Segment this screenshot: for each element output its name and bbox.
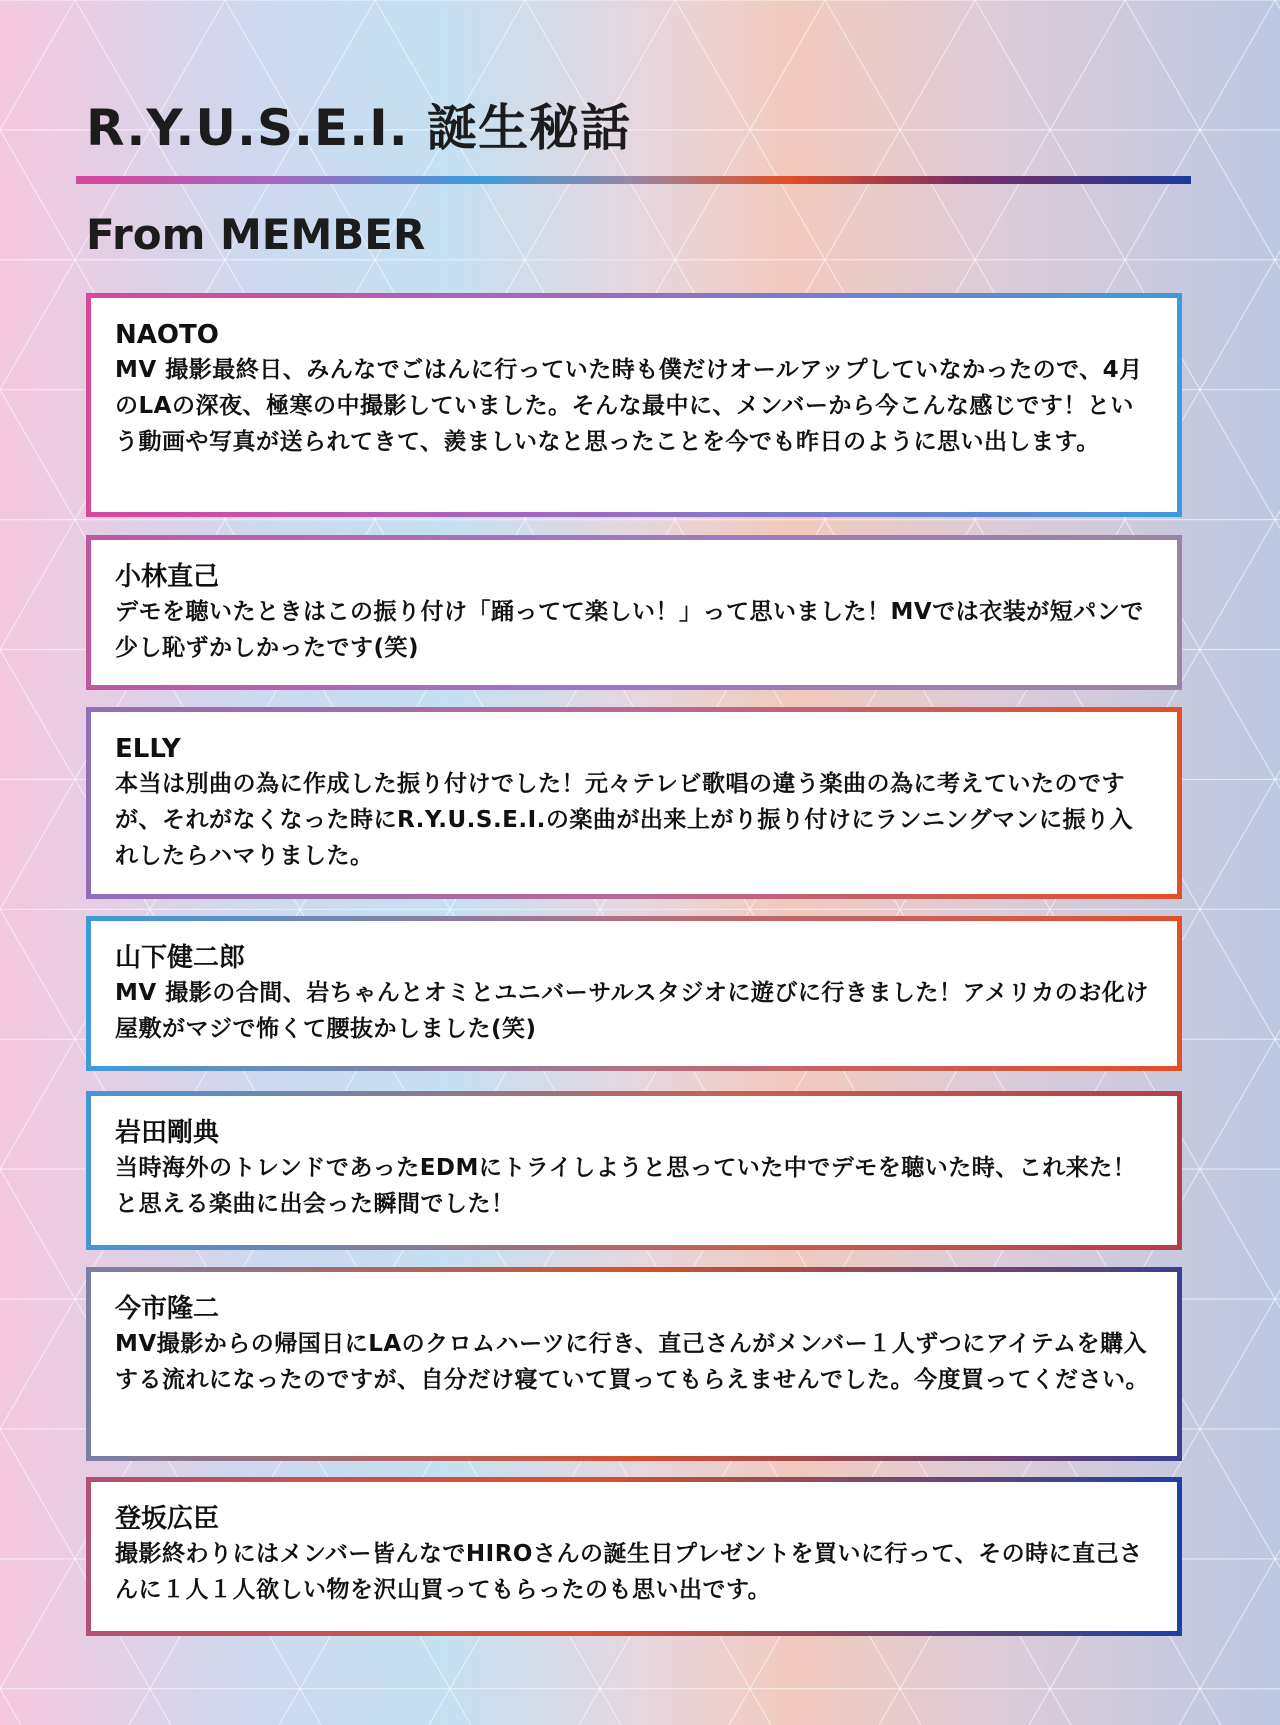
page-title: R.Y.U.S.E.I. 誕生秘話 bbox=[86, 99, 632, 157]
member-name: 登坂広臣 bbox=[115, 1504, 220, 1534]
member-name: 山下健二郎 bbox=[115, 943, 246, 973]
member-name: 岩田剛典 bbox=[115, 1118, 220, 1148]
member-comment-card bbox=[86, 1091, 1182, 1250]
member-name: 小林直己 bbox=[115, 562, 220, 592]
title-underline bbox=[76, 176, 1191, 184]
member-comment: デモを聴いたときはこの振り付け「踊ってて楽しい！」って思いました！MVでは衣装が短パンで少し恥ずかしかったです(笑) bbox=[115, 599, 1144, 661]
member-comment: MV撮影からの帰国日にLAのクロムハーツに行き、直己さんがメンバー１人ずつにアイテムを購入する流れになったのですが、自分だけ寝ていて買ってもらえませんでした。今度買ってください。 bbox=[115, 1331, 1149, 1393]
member-comment-card bbox=[86, 707, 1182, 899]
member-comment-card bbox=[86, 293, 1182, 517]
member-name: NAOTO bbox=[115, 320, 219, 350]
member-name: 今市隆二 bbox=[115, 1294, 220, 1324]
member-comment-card bbox=[86, 535, 1182, 690]
member-comment: MV 撮影最終日、みんなでごはんに行っていた時も僕だけオールアップしていなかったので、4月のLAの深夜、極寒の中撮影していました。そんな最中に、メンバーから今こんな感じです！という動画や写真が送られてきて、羨ましいなと思ったことを今でも昨日のように思い出します。 bbox=[115, 357, 1143, 455]
member-comment-card bbox=[86, 1477, 1182, 1636]
member-comment-card bbox=[86, 916, 1182, 1071]
member-comment: 当時海外のトレンドであったEDMにトライしようと思っていた中でデモを聴いた時、これ来た！と思える楽曲に出会った瞬間でした！ bbox=[115, 1155, 1137, 1217]
member-comment: MV 撮影の合間、岩ちゃんとオミとユニバーサルスタジオに遊びに行きました！アメリカのお化け屋敷がマジで怖くて腰抜かしました(笑) bbox=[115, 980, 1149, 1042]
member-comment: 撮影終わりにはメンバー皆んなでHIROさんの誕生日プレゼントを買いに行って、その時に直己さんに１人１人欲しい物を沢山買ってもらったのも思い出です。 bbox=[115, 1541, 1143, 1603]
member-name: ELLY bbox=[115, 734, 181, 764]
section-subtitle: From MEMBER bbox=[86, 210, 426, 259]
member-comment-card bbox=[86, 1267, 1182, 1461]
member-comment: 本当は別曲の為に作成した振り付けでした！元々テレビ歌唱の違う楽曲の為に考えていたのですが、それがなくなった時にR.Y.U.S.E.I.の楽曲が出来上がり振り付けにランニングマンに振り入れしたらハマりました。 bbox=[115, 771, 1133, 869]
